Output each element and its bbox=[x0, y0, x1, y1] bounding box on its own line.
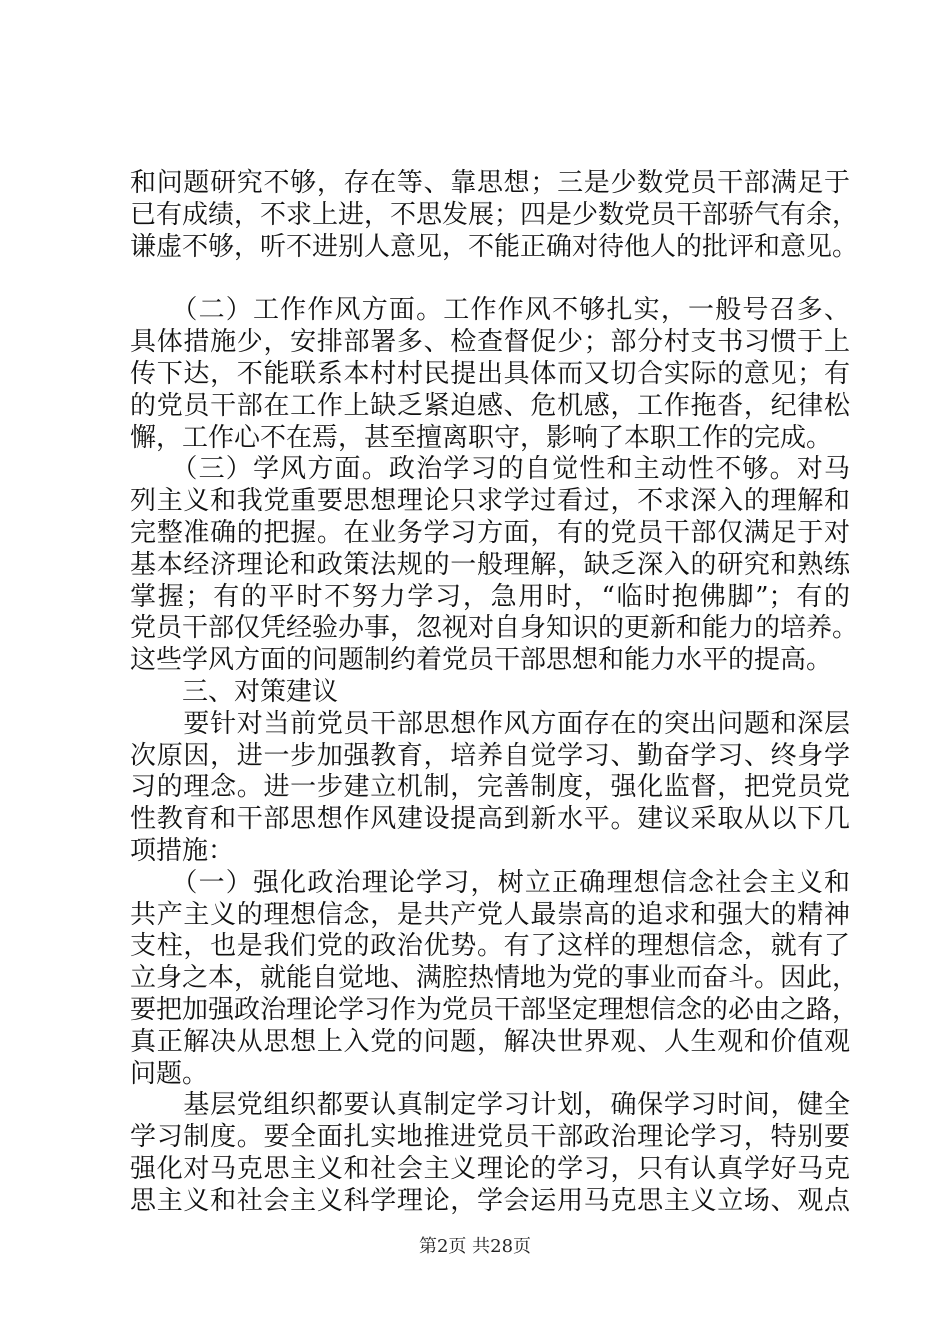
page-number-label: 第2页 共28页 bbox=[418, 1236, 532, 1257]
text-line: 共产主义的理想信念，是共产党人最崇高的追求和强大的精神 bbox=[130, 899, 850, 930]
paragraph-block-1 bbox=[130, 168, 859, 263]
text-line: 要针对当前党员干部思想作风方面存在的突出问题和深层 bbox=[130, 708, 850, 739]
document-body bbox=[130, 168, 859, 1218]
paragraph-gap bbox=[130, 263, 850, 295]
text-line: 党员干部仅凭经验办事，忽视对自身知识的更新和能力的培养。 bbox=[130, 613, 859, 644]
text-line: 谦虚不够，听不进别人意见，不能正确对待他人的批评和意见。 bbox=[130, 231, 859, 262]
text-line: 项措施： bbox=[130, 835, 235, 866]
text-line: 完整准确的把握。在业务学习方面，有的党员干部仅满足于对 bbox=[130, 517, 850, 548]
text-line: （二）工作作风方面。工作作风不够扎实，一般号召多、 bbox=[130, 295, 850, 326]
text-line: 这些学风方面的问题制约着党员干部思想和能力水平的提高。 bbox=[130, 645, 833, 676]
text-line: 的党员干部在工作上缺乏紧迫感、危机感，工作拖沓，纪律松 bbox=[130, 390, 850, 421]
text-line: （三）学风方面。政治学习的自觉性和主动性不够。对马 bbox=[130, 454, 850, 485]
text-line: 立身之本，就能自觉地、满腔热情地为党的事业而奋斗。因此， bbox=[130, 963, 859, 994]
text-line: 基本经济理论和政策法规的一般理解，缺乏深入的研究和熟练 bbox=[130, 549, 850, 580]
text-line: 已有成绩，不求上进，不思发展；四是少数党员干部骄气有余， bbox=[130, 199, 859, 230]
text-line: 传下达，不能联系本村村民提出具体而又切合实际的意见；有 bbox=[130, 358, 850, 389]
page-footer bbox=[0, 1232, 950, 1258]
text-line: 习的理念。进一步建立机制，完善制度，强化监督，把党员党 bbox=[130, 772, 850, 803]
text-line: 问题。 bbox=[130, 1058, 209, 1089]
text-line: 次原因，进一步加强教育，培养自觉学习、勤奋学习、终身学 bbox=[130, 740, 850, 771]
text-line: 基层党组织都要认真制定学习计划，确保学习时间，健全 bbox=[130, 1090, 850, 1121]
text-line: 学习制度。要全面扎实地推进党员干部政治理论学习，特别要 bbox=[130, 1122, 850, 1153]
text-line: 三、对策建议 bbox=[130, 676, 339, 707]
text-line: 真正解决从思想上入党的问题，解决世界观、人生观和价值观 bbox=[130, 1026, 850, 1057]
text-line: 支柱，也是我们党的政治优势。有了这样的理想信念，就有了 bbox=[130, 931, 850, 962]
text-line: 性教育和干部思想作风建设提高到新水平。建议采取从以下几 bbox=[130, 804, 850, 835]
text-line: 具体措施少，安排部署多、检查督促少；部分村支书习惯于上 bbox=[130, 327, 850, 358]
text-line: 列主义和我党重要思想理论只求学过看过，不求深入的理解和 bbox=[130, 486, 850, 517]
text-line: （一）强化政治理论学习，树立正确理想信念社会主义和 bbox=[130, 867, 850, 898]
text-line: 懈，工作心不在焉，甚至擅离职守，影响了本职工作的完成。 bbox=[130, 422, 833, 453]
text-line: 思主义和社会主义科学理论，学会运用马克思主义立场、观点 bbox=[130, 1185, 850, 1216]
text-line: 掌握；有的平时不努力学习，急用时，“临时抱佛脚”；有的 bbox=[130, 581, 850, 612]
text-line: 要把加强政治理论学习作为党员干部坚定理想信念的必由之路， bbox=[130, 994, 859, 1025]
text-line: 强化对马克思主义和社会主义理论的学习，只有认真学好马克 bbox=[130, 1153, 850, 1184]
paragraph-block-2 bbox=[130, 295, 859, 1217]
text-line: 和问题研究不够，存在等、靠思想；三是少数党员干部满足于 bbox=[130, 168, 850, 198]
